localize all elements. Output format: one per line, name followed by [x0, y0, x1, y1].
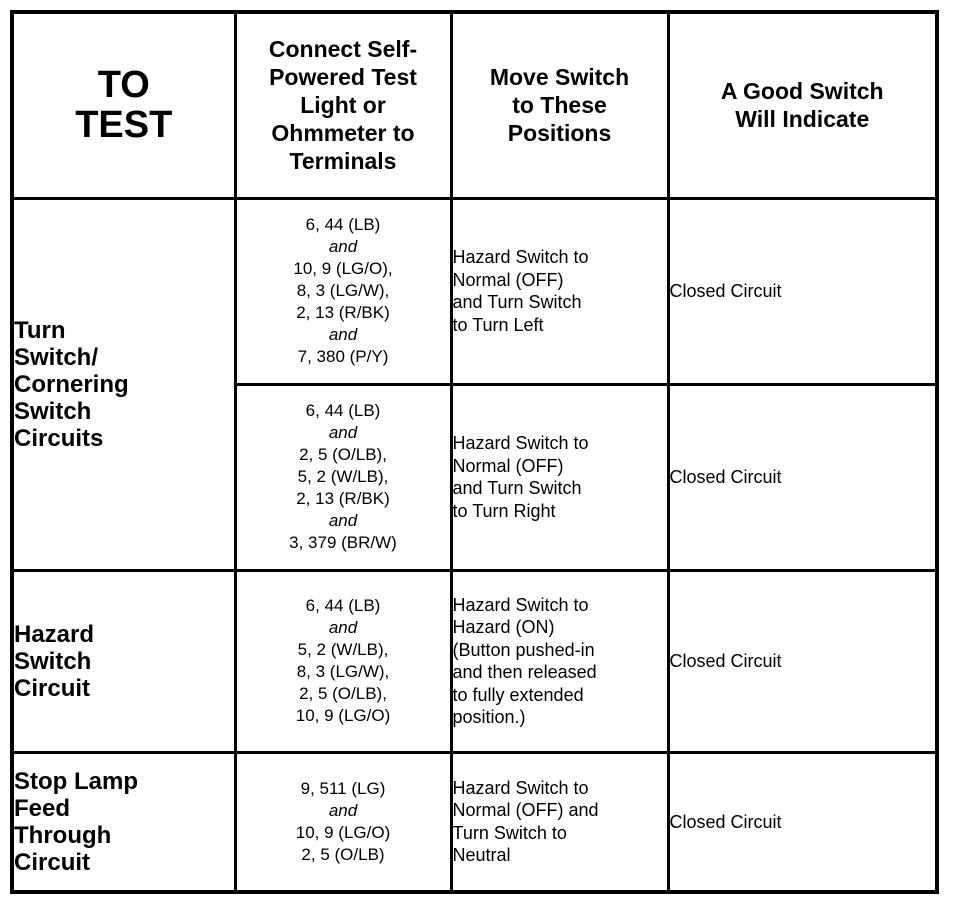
terminal-line: 6, 44 (LB): [305, 596, 381, 615]
terminals-cell: [235, 384, 451, 570]
header-text-line: Powered Test: [269, 64, 417, 91]
terminal-line: 5, 2 (W/LB),: [297, 467, 389, 486]
move-line: Neutral: [452, 845, 511, 866]
test-text-line: Through: [14, 821, 112, 849]
test-text-line: Circuit: [14, 674, 91, 702]
move-line: and Turn Switch: [452, 292, 582, 312]
and-label: and: [328, 237, 358, 256]
move-line: to fully extended: [452, 684, 584, 705]
header-text-line: Connect Self-: [268, 36, 418, 63]
header-text-line: Terminals: [289, 148, 397, 175]
header-text-line: to These: [512, 92, 607, 119]
move-line: and Turn Switch: [452, 478, 582, 498]
indicate-cell: Closed Circuit: [668, 384, 937, 570]
move-line: position.): [452, 707, 526, 727]
header-text-line: Positions: [507, 120, 612, 147]
move-line: and then released: [452, 662, 597, 682]
terminals-cell: [235, 570, 451, 752]
test-text-line: Circuit: [14, 848, 91, 876]
header-row: [12, 12, 937, 198]
table-row: [12, 752, 937, 892]
indicate-cell: Closed Circuit: [668, 752, 937, 892]
test-text-line: Cornering: [14, 370, 129, 398]
and-label: and: [328, 618, 358, 637]
move-line: to Turn Right: [452, 500, 556, 521]
test-cell-stop-lamp: [12, 752, 235, 892]
test-text-line: Switch: [14, 647, 92, 675]
move-line: Turn Switch to: [452, 822, 567, 843]
test-text-line: Stop Lamp: [14, 767, 138, 795]
and-label: and: [328, 800, 358, 820]
move-line: Hazard Switch to: [452, 433, 589, 453]
terminal-line: 10, 9 (LG/O),: [293, 259, 393, 278]
terminal-line: 2, 13 (R/BK): [296, 489, 390, 508]
test-text-line: Hazard: [14, 620, 95, 648]
terminal-line: 6, 44 (LB): [305, 215, 381, 234]
move-line: Normal (OFF): [452, 269, 564, 290]
and-label: and: [328, 325, 358, 344]
terminal-line: 8, 3 (LG/W),: [296, 281, 390, 300]
terminal-line: 3, 379 (BR/W): [289, 533, 397, 552]
terminal-line: 9, 511 (LG): [300, 778, 386, 798]
move-cell: [451, 198, 668, 384]
terminal-line: 10, 9 (LG/O): [295, 822, 391, 842]
header-text-line: TO: [97, 64, 150, 107]
terminal-line: 5, 2 (W/LB),: [297, 640, 389, 659]
table-row: [12, 198, 937, 384]
indicate-cell: Closed Circuit: [668, 570, 937, 752]
move-line: (Button pushed-in: [452, 639, 595, 660]
header-move-switch: [451, 12, 668, 198]
move-line: Hazard (ON): [452, 617, 555, 637]
terminal-line: 7, 380 (P/Y): [297, 347, 389, 366]
and-label: and: [328, 423, 358, 442]
header-text-line: Ohmmeter to: [271, 120, 415, 147]
test-cell-turn-switch: [12, 198, 235, 570]
move-line: to Turn Left: [452, 314, 544, 335]
test-cell-hazard: [12, 570, 235, 752]
terminal-line: 2, 5 (O/LB),: [299, 684, 387, 703]
header-text-line: Move Switch: [489, 64, 630, 91]
test-text-line: Feed: [14, 794, 71, 822]
and-label: and: [328, 511, 358, 530]
header-connect-terminals: [235, 12, 451, 198]
terminal-line: 2, 5 (O/LB),: [299, 445, 387, 464]
terminals-cell: [235, 198, 451, 384]
test-text-line: Switch/: [14, 343, 99, 371]
test-text-line: Switch: [14, 397, 92, 425]
terminal-line: 6, 44 (LB): [305, 401, 381, 420]
test-text-line: Turn: [14, 316, 66, 344]
terminals-cell: [235, 752, 451, 892]
move-line: Normal (OFF): [452, 455, 564, 476]
terminal-line: 10, 9 (LG/O): [295, 706, 391, 725]
header-text-line: A Good Switch: [720, 78, 884, 105]
terminal-line: 2, 13 (R/BK): [296, 303, 390, 322]
header-to-test: [12, 12, 235, 198]
terminal-line: 2, 5 (O/LB): [301, 844, 385, 864]
test-text-line: Circuits: [14, 424, 104, 452]
move-line: Normal (OFF) and: [452, 800, 599, 821]
indicate-cell: Closed Circuit: [668, 198, 937, 384]
header-text-line: Light or: [300, 92, 386, 119]
header-text-line: Will Indicate: [735, 106, 870, 133]
move-line: Hazard Switch to: [452, 247, 589, 267]
header-text-line: TEST: [75, 104, 173, 147]
move-cell: [451, 570, 668, 752]
move-line: Hazard Switch to: [452, 777, 589, 798]
move-line: Hazard Switch to: [452, 594, 589, 615]
move-cell: [451, 384, 668, 570]
switch-test-table: [10, 10, 939, 894]
terminal-line: 8, 3 (LG/W),: [296, 662, 390, 681]
header-good-switch: [668, 12, 937, 198]
move-cell: [451, 752, 668, 892]
table-row: [12, 570, 937, 752]
